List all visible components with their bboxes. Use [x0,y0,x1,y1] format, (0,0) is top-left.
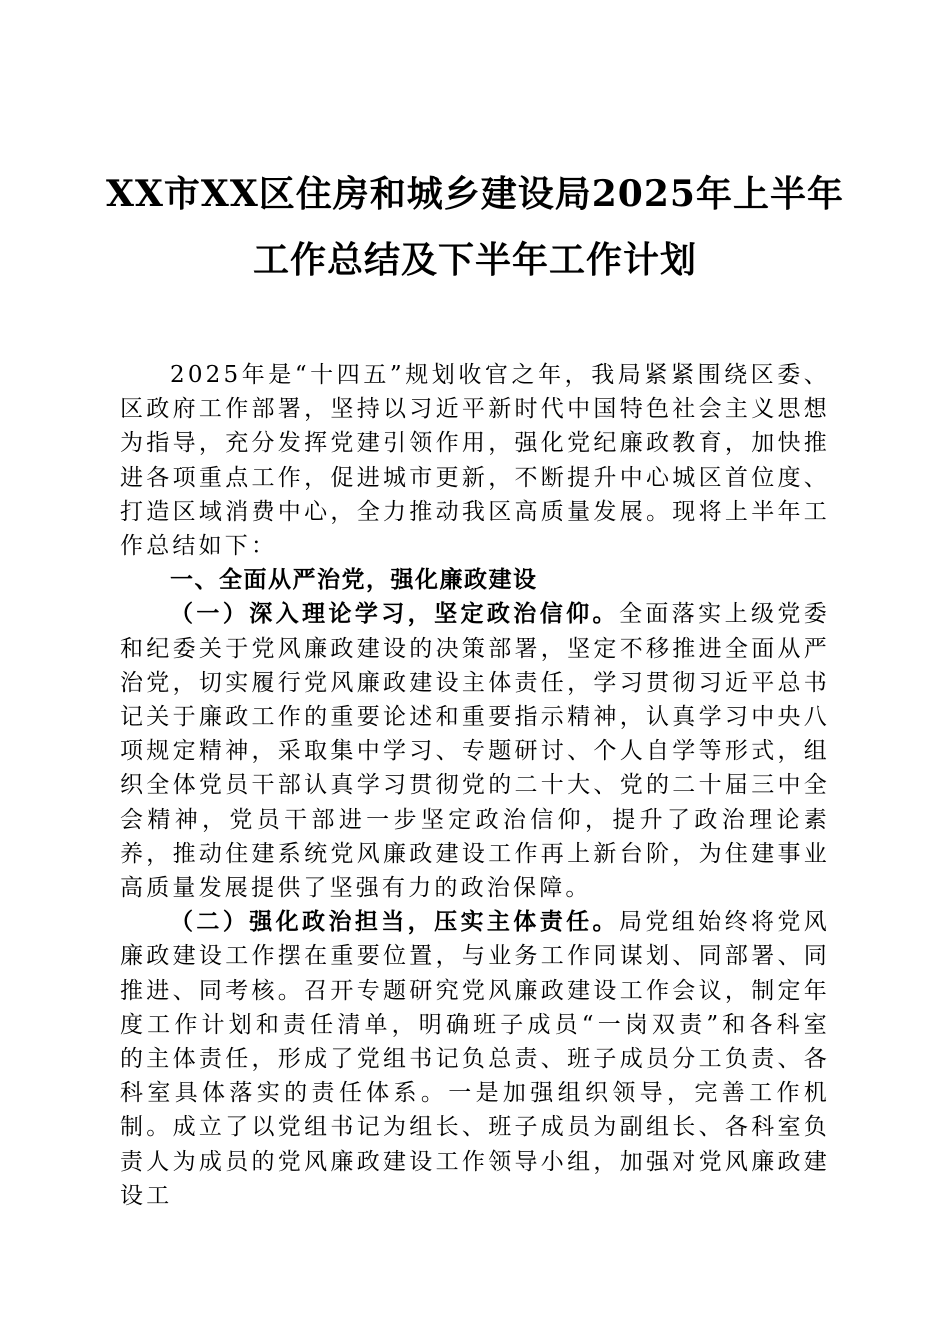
subsection-body-1: 全面落实上级党委和纪委关于党风廉政建设的决策部署，坚定不移推进全面从严治党，切实履行党风廉政建设主体责任，学习贯彻习近平总书记关于廉政工作的重要论述和重要指示精神，认真学习中央八项规定精神，采取集中学习、专题研讨、个人自学等形式，组织全体党员干部认真学习贯彻党的二十大、党的二十届三中全会精神，党员干部进一步坚定政治信仰，提升了政治理论素养，推动住建系统党风廉政建设工作再上新台阶，为住建事业高质量发展提供了坚强有力的政治保障。 [120,601,830,902]
subsection-paragraph-1 [120,597,830,905]
document-title-line-2: 工作总结及下半年工作计划 [252,239,697,281]
document-body [120,358,830,1213]
subsection-title-1: （一）深入理论学习，坚定政治信仰。 [170,600,619,628]
section-heading-1: 一、全面从严治党，强化廉政建设 [170,567,538,594]
intro-paragraph: 2025年是“十四五”规划收官之年，我局紧紧围绕区委、区政府工作部署，坚持以习近平新时代中国特色社会主义思想为指导，充分发挥党建引领作用，强化党纪廉政教育，加快推进各项重点工作，促进城市更新，不断提升中心城区首位度、打造区域消费中心，全力推动我区高质量发展。现将上半年工作总结如下： [120,362,830,560]
subsection-paragraph-2 [120,905,830,1213]
subsection-body-2: 局党组始终将党风廉政建设工作摆在重要位置，与业务工作同谋划、同部署、同推进、同考核。召开专题研究党风廉政建设工作会议，制定年度工作计划和责任清单，明确班子成员“一岗双责”和各科室的主体责任，形成了党组书记负总责、班子成员分工负责、各科室具体落实的责任体系。一是加强组织领导，完善工作机制。成立了以党组书记为组长、班子成员为副组长、各科室负责人为成员的党风廉政建设工作领导小组，加强对党风廉政建设工 [120,909,830,1209]
document-title-line-1: XX市XX区住房和城乡建设局2025年上半年 [106,173,844,215]
subsection-title-2: （二）强化政治担当，压实主体责任。 [170,908,619,936]
